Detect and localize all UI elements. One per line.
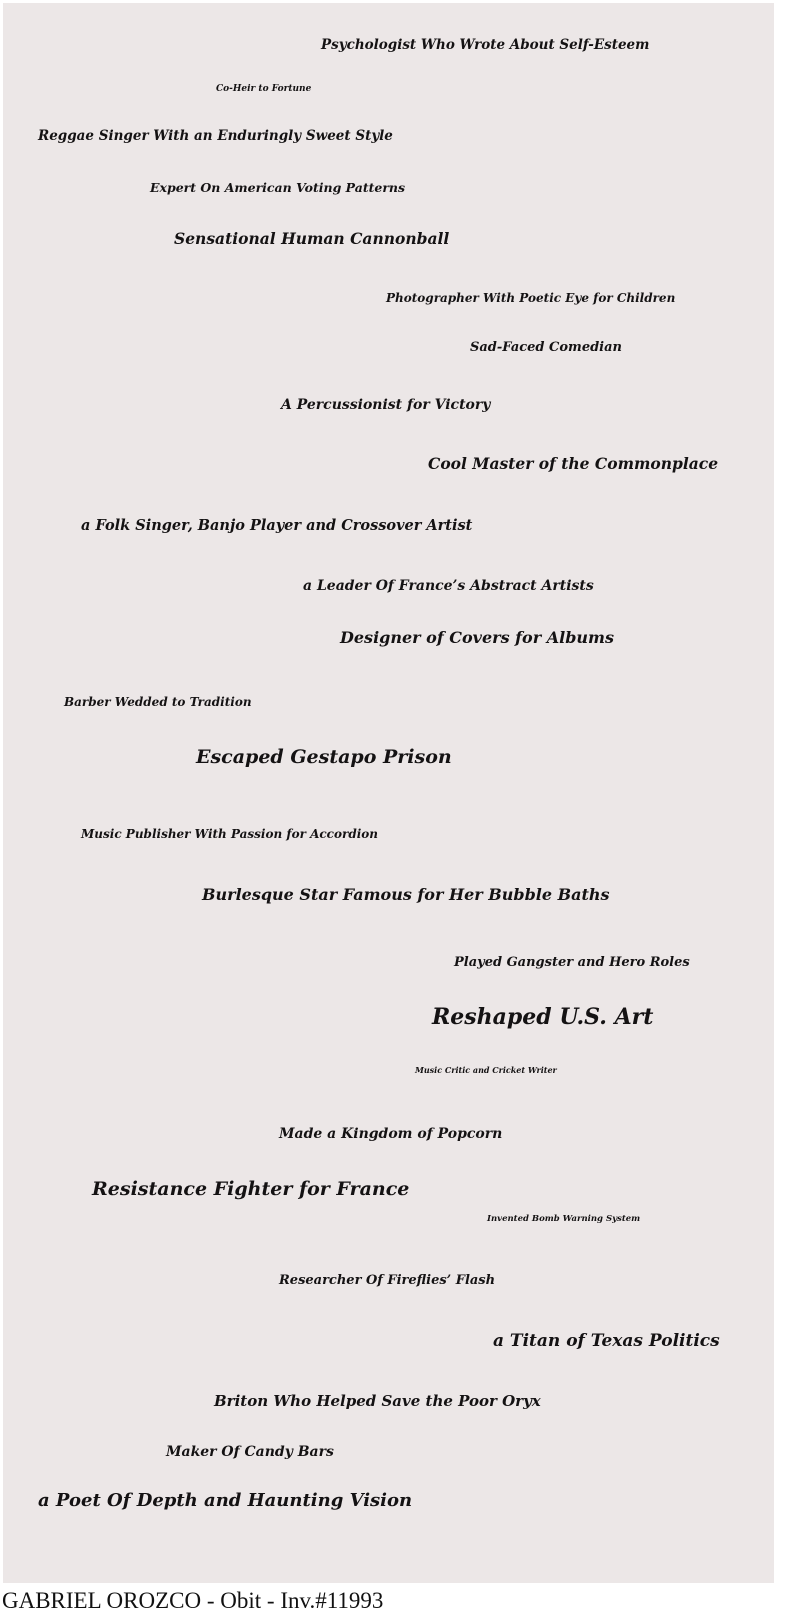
headline-reggae-singer: Reggae Singer With an Enduringly Sweet Style (38, 128, 393, 144)
headline-abstract-artists: a Leader Of France’s Abstract Artists (303, 578, 594, 594)
headline-candy-bars: Maker Of Candy Bars (166, 1444, 334, 1460)
headline-cool-master: Cool Master of the Commonplace (428, 454, 719, 473)
artwork-caption: GABRIEL OROZCO - Obit - Inv.#11993 (2, 1588, 384, 1613)
headline-oryx: Briton Who Helped Save the Poor Oryx (214, 1392, 541, 1410)
headline-resistance-fighter: Resistance Fighter for France (92, 1178, 410, 1200)
headline-folk-singer: a Folk Singer, Banjo Player and Crossover Artist (81, 517, 473, 534)
headline-album-designer: Designer of Covers for Albums (340, 628, 614, 647)
headline-texas-titan: a Titan of Texas Politics (493, 1331, 720, 1351)
headline-photographer: Photographer With Poetic Eye for Children (386, 291, 676, 305)
artwork-sheet (3, 3, 774, 1583)
headline-percussionist: A Percussionist for Victory (281, 397, 491, 413)
headline-poet: a Poet Of Depth and Haunting Vision (38, 1490, 413, 1511)
headline-human-cannonball: Sensational Human Cannonball (174, 229, 450, 248)
headline-bomb-warning: Invented Bomb Warning System (487, 1214, 641, 1224)
headline-self-esteem: Psychologist Who Wrote About Self-Esteem (321, 37, 650, 53)
headline-music-publisher: Music Publisher With Passion for Accordion (81, 827, 378, 841)
headline-co-heir: Co-Heir to Fortune (216, 84, 312, 94)
headline-gangster-roles: Played Gangster and Hero Roles (454, 955, 690, 970)
headline-voting-expert: Expert On American Voting Patterns (150, 180, 406, 195)
headline-reshaped-art: Reshaped U.S. Art (432, 1004, 654, 1030)
headline-burlesque-star: Burlesque Star Famous for Her Bubble Baths (202, 885, 610, 904)
headline-barber: Barber Wedded to Tradition (64, 695, 252, 709)
headline-gestapo: Escaped Gestapo Prison (196, 746, 452, 768)
headline-fireflies: Researcher Of Fireflies’ Flash (279, 1273, 496, 1288)
headline-popcorn: Made a Kingdom of Popcorn (279, 1126, 503, 1142)
headline-sad-comedian: Sad-Faced Comedian (470, 340, 622, 355)
headline-music-critic: Music Critic and Cricket Writer (415, 1065, 557, 1075)
